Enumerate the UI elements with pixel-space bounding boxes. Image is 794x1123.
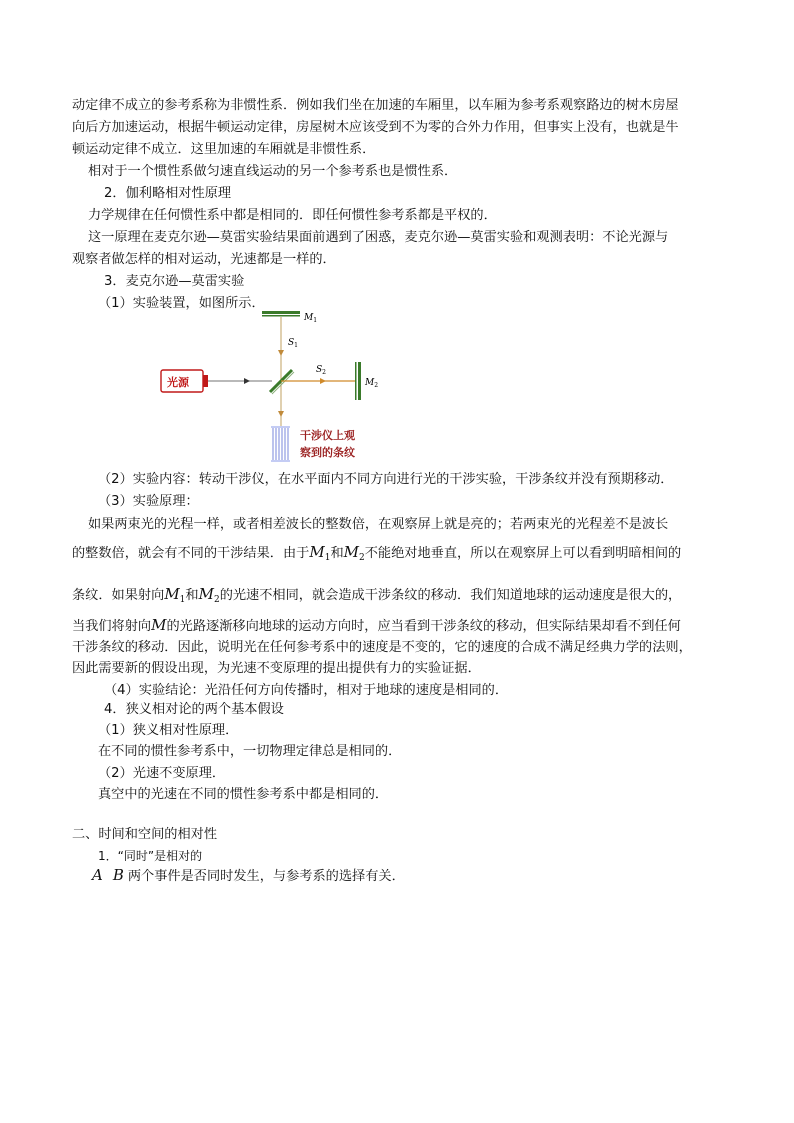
text-fragment: 的光速不相同，就会造成干涉条纹的移动．我们知道地球的运动速度是很大的， — [219, 588, 682, 603]
interference-fringes — [271, 427, 290, 461]
math-m2: $M_2$ — [343, 543, 365, 563]
light-source — [161, 370, 208, 392]
text-line: 向后方加速运动，根据牛顿运动定律，房屋树木应该受到不为零的合外力作用，但事实上没有，也就是牛 — [72, 120, 679, 135]
michelson-morley-figure — [160, 308, 400, 468]
text-line: 相对于一个惯性系做匀速直线运动的另一个参考系也是惯性系． — [88, 164, 458, 179]
text-line: （2）实验内容：转动干涉仪，在水平面内不同方向进行光的干涉实验，干涉条纹并没有预期移动． — [98, 472, 674, 487]
text-line: 因此需要新的假设出现，为光速不变原理的提出提供有力的实验证据． — [72, 661, 481, 676]
text-fragment: 和 — [185, 588, 199, 603]
arrow-down-lower — [278, 411, 284, 417]
text-fragment: 条纹．如果射向 — [72, 588, 165, 603]
section-heading: 3．麦克尔逊—莫雷实验 — [104, 274, 245, 289]
text-fragment: 的整数倍，就会有不同的干涉结果．由于 — [72, 546, 310, 561]
text-line: （1）狭义相对性原理． — [98, 723, 239, 738]
text-line: （3）实验原理： — [98, 494, 199, 509]
math-b: B — [112, 866, 124, 884]
s1-label: $S_1$ — [288, 338, 298, 349]
text-line: 力学规律在任何惯性系中都是相同的．即任何惯性参考系都是平权的． — [88, 208, 497, 223]
math-a: A — [92, 866, 103, 884]
text-line-with-math — [72, 543, 681, 567]
text-line-with-math — [72, 585, 681, 609]
math-m: M — [151, 616, 167, 634]
text-fragment: 的光路逐渐移向地球的运动方向时，应当看到干涉条纹的移动，但实际结果却看不到任何 — [166, 619, 681, 634]
math-m1: $M_1$ — [309, 543, 331, 563]
arrow-right — [244, 378, 250, 384]
text-line: （2）光速不变原理． — [98, 766, 226, 781]
text-line: 观察者做怎样的相对运动，光速都是一样的． — [72, 252, 336, 267]
subsection-heading: 1．“同时”是相对的 — [98, 849, 203, 863]
text-line: 这一原理在麦克尔逊—莫雷实验结果面前遇到了困惑，麦克尔逊—莫雷实验和观测表明：不论光源与 — [88, 230, 669, 245]
text-fragment: 不能绝对地垂直，所以在观察屏上可以看到明暗相间的 — [364, 546, 682, 561]
m1-label: $M_1$ — [304, 313, 318, 324]
text-line-with-math — [72, 616, 681, 636]
m2-label: $M_2$ — [365, 378, 379, 389]
text-line: （1）实验装置，如图所示． — [98, 296, 265, 311]
arrow-right-s2 — [320, 378, 326, 384]
light-source-label: 光源 — [167, 376, 189, 389]
text-fragment: 当我们将射向 — [72, 619, 152, 634]
beam-splitter-edge — [272, 372, 294, 394]
mirror-m1 — [262, 311, 300, 317]
text-line: 在不同的惯性参考系中，一切物理定律总是相同的． — [98, 744, 402, 759]
mirror-m2 — [355, 362, 361, 400]
text-fragment: 和 — [330, 546, 344, 561]
text-line-with-math — [92, 866, 405, 886]
s2-label: $S_2$ — [316, 365, 326, 376]
text-line: （4）实验结论：光沿任何方向传播时，相对于地球的速度是相同的． — [104, 683, 509, 698]
text-line: 顿运动定律不成立．这里加速的车厢就是非惯性系． — [72, 142, 376, 157]
text-line: 如果两束光的光程一样，或者相差波长的整数倍，在观察屏上就是亮的；若两束光的光程差不是波长 — [88, 517, 669, 532]
section-title: 二、时间和空间的相对性 — [72, 827, 218, 842]
text-fragment: 两个事件是否同时发生，与参考系的选择有关． — [127, 869, 405, 884]
math-m2: $M_2$ — [198, 585, 220, 605]
math-m1: $M_1$ — [164, 585, 186, 605]
text-line: 真空中的光速在不同的惯性参考系中都是相同的． — [98, 787, 389, 802]
section-heading: 2．伽利略相对性原理 — [104, 186, 232, 201]
text-line: 干涉条纹的移动．因此，说明光在任何参考系中的速度是不变的，它的速度的合成不满足经典力学的法则， — [72, 640, 692, 655]
fringe-caption-line2: 察到的条纹 — [300, 446, 355, 459]
section-heading: 4．狭义相对论的两个基本假设 — [104, 702, 284, 717]
fringe-caption-line1: 干涉仪上观 — [300, 429, 355, 442]
text-line: 动定律不成立的参考系称为非惯性系．例如我们坐在加速的车厢里，以车厢为参考系观察路边的树木房屋 — [72, 98, 679, 113]
arrow-down — [278, 350, 284, 356]
